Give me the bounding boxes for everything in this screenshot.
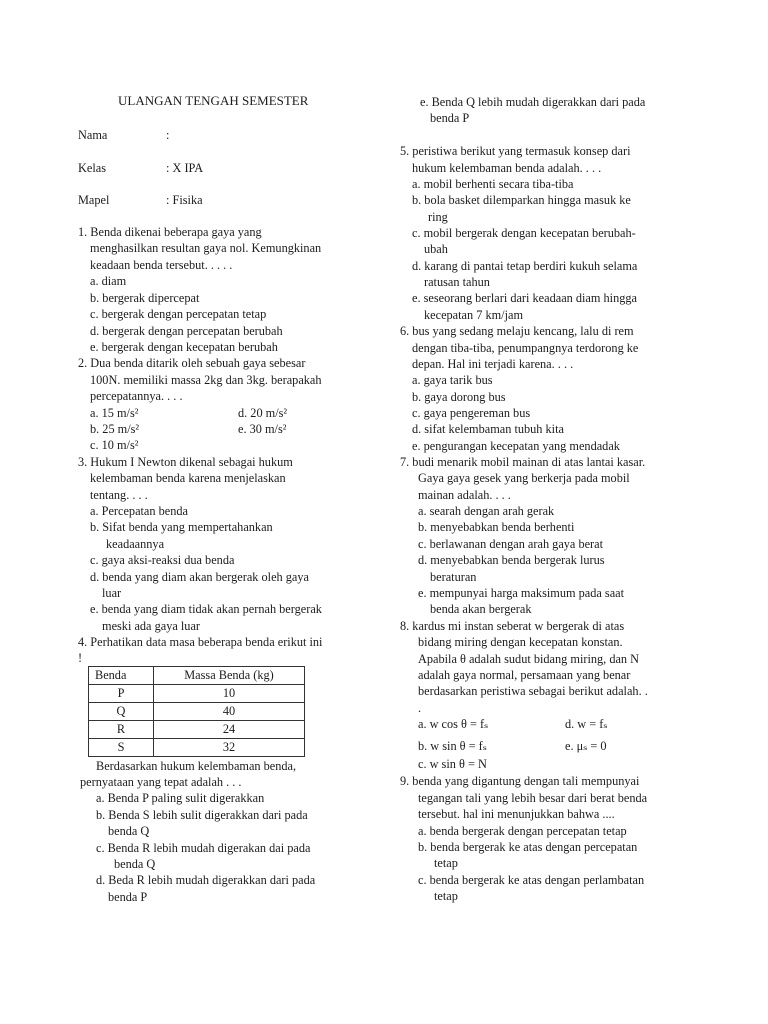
q5-option: e. seseorang berlari dari keadaan diam hingga [412,291,638,305]
q8-line: Apabila θ adalah sudut bidang miring, dan N [418,652,640,666]
q3-option: a. Percepatan benda [90,504,188,518]
q9-option: tetap [434,889,458,903]
q2-line: 2. Dua benda ditarik oleh sebuah gaya sebesar [78,356,306,370]
q5-option: c. mobil bergerak dengan kecepatan berubah- [412,226,636,240]
q7-option: benda akan bergerak [430,602,532,616]
q2-option: c. 10 m/s² [90,438,139,452]
q5-option: ring [428,210,448,224]
q3-option: e. benda yang diam tidak akan pernah bergerak [90,602,322,616]
q8-option: d. w = fₛ [565,717,608,731]
q9-line: 9. benda yang digantung dengan tali mempunyai [400,774,640,788]
q4-option: c. Benda R lebih mudah digerakan dai pada [96,841,311,855]
q5-option: b. bola basket dilemparkan hingga masuk ke [412,193,631,207]
q6-line: dengan tiba-tiba, penumpangnya terdorong ke [412,341,639,355]
q1-line: keadaan benda tersebut. . . . . [90,258,233,272]
q4-line: ! [78,651,83,665]
q5-line: hukum kelembaman benda adalah. . . . [412,161,602,175]
field-kelas-value: : X IPA [166,161,204,175]
q9-option: a. benda bergerak dengan percepatan tetap [418,824,627,838]
q3-option: b. Sifat benda yang mempertahankan [90,520,273,534]
q7-option: e. mempunyai harga maksimum pada saat [418,586,625,600]
q3-option: meski ada gaya luar [102,619,200,633]
q9-line: tersebut. hal ini menunjukkan bahwa .... [418,807,615,821]
field-nama-label: Nama [78,128,108,142]
q8-option: e. μₛ = 0 [565,739,607,753]
q4-after: pernyataan yang tepat adalah . . . [80,775,242,789]
q6-option: e. pengurangan kecepatan yang mendadak [412,439,620,453]
q5-option: ubah [424,242,448,256]
q6-option: c. gaya pengereman bus [412,406,531,420]
q7-option: c. berlawanan dengan arah gaya berat [418,537,604,551]
table-cell: S [89,739,154,757]
q3-option: d. benda yang diam akan bergerak oleh gaya [90,570,309,584]
table-row [89,721,305,739]
field-mapel-label: Mapel [78,193,110,207]
q5-option: kecepatan 7 km/jam [424,308,524,322]
q4-option: a. Benda P paling sulit digerakkan [96,791,265,805]
q2-line: 100N. memiliki massa 2kg dan 3kg. berapakah [90,373,322,387]
q2-option: b. 25 m/s² [90,422,140,436]
q8-line: adalah gaya normal, persamaan yang benar [418,668,631,682]
q7-line: Gaya gaya gesek yang berkerja pada mobil [418,471,630,485]
q4-line: 4. Perhatikan data masa beberapa benda erikut ini [78,635,323,649]
table-cell: 10 [154,685,305,703]
q8-option: a. w cos θ = fₛ [418,717,489,731]
q3-line: tentang. . . . [90,488,148,502]
q8-line: berdasarkan peristiwa sebagai berikut adalah. . [418,684,648,698]
q2-option: a. 15 m/s² [90,406,139,420]
q6-line: depan. Hal ini terjadi karena. . . . [412,357,574,371]
table-cell: Q [89,703,154,721]
q2-option: d. 20 m/s² [238,406,288,420]
q1-option: e. bergerak dengan kecepatan berubah [90,340,278,354]
q5-option: ratusan tahun [424,275,490,289]
table-cell: R [89,721,154,739]
q8-option: b. w sin θ = fₛ [418,739,487,753]
q7-option: a. searah dengan arah gerak [418,504,555,518]
q4-option: benda P [108,890,148,904]
table-row [89,703,305,721]
q6-option: a. gaya tarik bus [412,373,493,387]
q8-line: . [418,701,422,715]
q4-option: benda Q [114,857,156,871]
q7-option: d. menyebabkan benda bergerak lurus [418,553,605,567]
q7-line: mainan adalah. . . . [418,488,511,502]
q3-option: keadaannya [106,537,165,551]
mass-table [88,666,305,757]
q3-option: c. gaya aksi-reaksi dua benda [90,553,235,567]
q1-option: b. bergerak dipercepat [90,291,200,305]
q9-option: b. benda bergerak ke atas dengan percepatan [418,840,638,854]
q6-line: 6. bus yang sedang melaju kencang, lalu di rem [400,324,634,338]
q3-option: luar [102,586,122,600]
q8-option: c. w sin θ = N [418,757,487,771]
q2-option: e. 30 m/s² [238,422,287,436]
table-cell: 32 [154,739,305,757]
q6-option: d. sifat kelembaman tubuh kita [412,422,564,436]
q4-after: Berdasarkan hukum kelembaman benda, [96,759,297,773]
q4-option: d. Beda R lebih mudah digerakkan dari pada [96,873,316,887]
q4-option: e. Benda Q lebih mudah digerakkan dari pada [420,95,646,109]
q5-option: d. karang di pantai tetap berdiri kukuh selama [412,259,638,273]
q3-line: kelembaman benda karena menjelaskan [90,471,286,485]
table-header-cell: Massa Benda (kg) [154,667,305,685]
q8-line: bidang miring dengan kecepatan konstan. [418,635,623,649]
q9-line: tegangan tali yang lebih besar dari berat benda [418,791,648,805]
field-mapel-value: : Fisika [166,193,203,207]
q1-line: menghasilkan resultan gaya nol. Kemungkinan [90,241,322,255]
q7-line: 7. budi menarik mobil mainan di atas lantai kasar. [400,455,646,469]
table-cell: 24 [154,721,305,739]
page-title: ULANGAN TENGAH SEMESTER [118,93,309,108]
q1-option: a. diam [90,274,127,288]
table-header-row [89,667,305,685]
field-kelas-label: Kelas [78,161,106,175]
q2-line: percepatannya. . . . [90,389,183,403]
q8-line: 8. kardus mi instan seberat w bergerak di atas [400,619,625,633]
q1-option: d. bergerak dengan percepatan berubah [90,324,283,338]
table-cell: 40 [154,703,305,721]
q7-option: beraturan [430,570,477,584]
q5-option: a. mobil berhenti secara tiba-tiba [412,177,574,191]
q1-line: 1. Benda dikenai beberapa gaya yang [78,225,262,239]
q9-option: c. benda bergerak ke atas dengan perlambatan [418,873,645,887]
field-nama-value: : [166,128,170,142]
q4-option: benda P [430,111,470,125]
table-row [89,685,305,703]
table-header-cell: Benda [89,667,154,685]
q4-option: b. Benda S lebih sulit digerakkan dari pada [96,808,308,822]
q3-line: 3. Hukum I Newton dikenal sebagai hukum [78,455,293,469]
q9-option: tetap [434,856,458,870]
q7-option: b. menyebabkan benda berhenti [418,520,575,534]
table-cell: P [89,685,154,703]
table-row [89,739,305,757]
q5-line: 5. peristiwa berikut yang termasuk konsep dari [400,144,631,158]
q1-option: c. bergerak dengan percepatan tetap [90,307,267,321]
q4-option: benda Q [108,824,150,838]
q6-option: b. gaya dorong bus [412,390,506,404]
